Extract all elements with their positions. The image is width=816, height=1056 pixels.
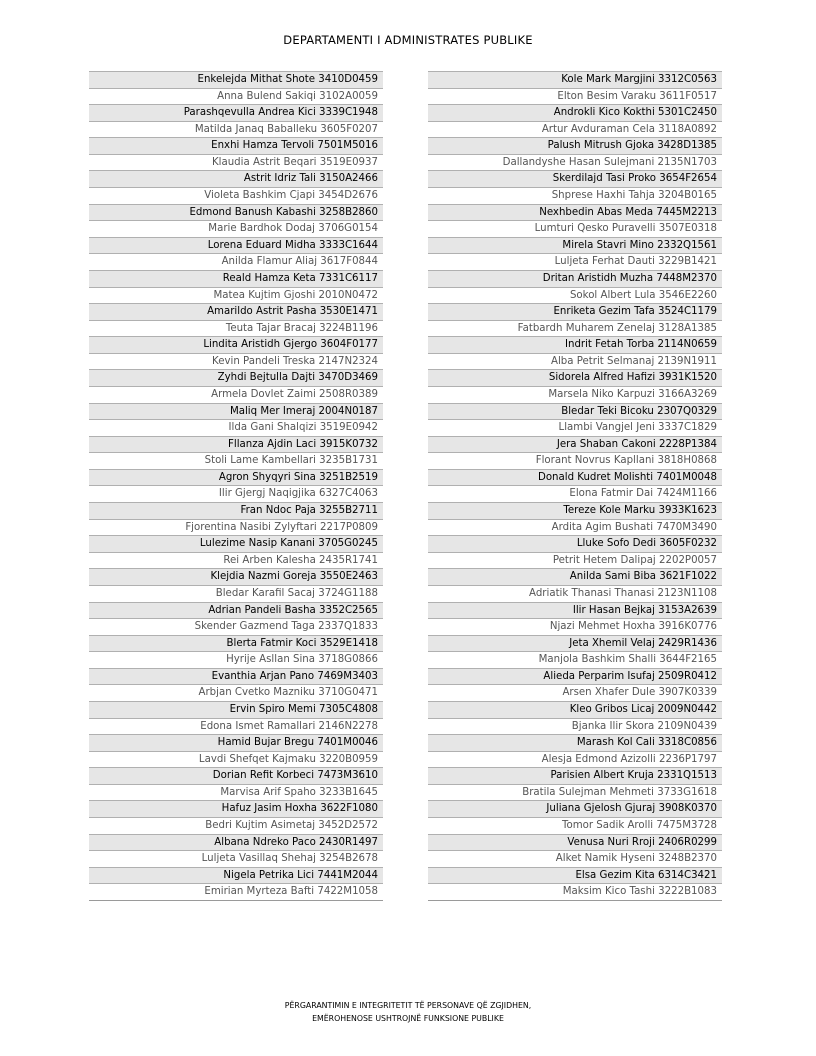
list-item: Androkli Kico Kokthi 5301C2450 (428, 104, 722, 121)
list-item: Bledar Karafil Sacaj 3724G1188 (89, 585, 383, 602)
left-name-list (89, 71, 383, 901)
list-item: Marie Bardhok Dodaj 3706G0154 (89, 220, 383, 237)
list-item: Parashqevulla Andrea Kici 3339C1948 (89, 104, 383, 121)
list-item: Juliana Gjelosh Gjuraj 3908K0370 (428, 800, 722, 817)
list-item: Elton Besim Varaku 3611F0517 (428, 88, 722, 105)
list-item: Ilir Hasan Bejkaj 3153A2639 (428, 602, 722, 619)
list-item: Anna Bulend Sakiqi 3102A0059 (89, 88, 383, 105)
list-item: Kleo Gribos Licaj 2009N0442 (428, 701, 722, 718)
list-item: Alieda Perparim Isufaj 2509R0412 (428, 668, 722, 685)
list-item: Bedri Kujtim Asimetaj 3452D2572 (89, 817, 383, 834)
list-item: Sidorela Alfred Hafizi 3931K1520 (428, 369, 722, 386)
list-item: Kole Mark Margjini 3312C0563 (428, 71, 722, 88)
footer-line-1: PËRGARANTIMIN E INTEGRITETIT TË PERSONAVE QË ZGJIDHEN, (284, 1001, 532, 1010)
list-item: Matea Kujtim Gjoshi 2010N0472 (89, 287, 383, 304)
list-item: Jeta Xhemil Velaj 2429R1436 (428, 635, 722, 652)
list-item: Lavdi Shefqet Kajmaku 3220B0959 (89, 751, 383, 768)
list-item: Adriatik Thanasi Thanasi 2123N1108 (428, 585, 722, 602)
list-item: Blerta Fatmir Koci 3529E1418 (89, 635, 383, 652)
list-item: Fran Ndoc Paja 3255B2711 (89, 502, 383, 519)
list-item: Kevin Pandeli Treska 2147N2324 (89, 353, 383, 370)
list-item: Bledar Teki Bicoku 2307Q0329 (428, 403, 722, 420)
page-title: DEPARTAMENTI I ADMINISTRATES PUBLIKE (283, 33, 533, 47)
list-item: Ervin Spiro Memi 7305C4808 (89, 701, 383, 718)
list-item: Luljeta Ferhat Dauti 3229B1421 (428, 253, 722, 270)
list-item: Edmond Banush Kabashi 3258B2860 (89, 204, 383, 221)
list-item: Klaudia Astrit Beqari 3519E0937 (89, 154, 383, 171)
list-item: Artur Avduraman Cela 3118A0892 (428, 121, 722, 138)
list-item: Enxhi Hamza Tervoli 7501M5016 (89, 137, 383, 154)
list-item: Indrit Fetah Torba 2114N0659 (428, 336, 722, 353)
list-item: Ardita Agim Bushati 7470M3490 (428, 519, 722, 536)
list-item: Fatbardh Muharem Zenelaj 3128A1385 (428, 320, 722, 337)
list-item: Reald Hamza Keta 7331C6117 (89, 270, 383, 287)
list-item: Elsa Gezim Kita 6314C3421 (428, 867, 722, 884)
list-item: Lulezime Nasip Kanani 3705G0245 (89, 535, 383, 552)
list-item: Alesja Edmond Azizolli 2236P1797 (428, 751, 722, 768)
list-item: Astrit Idriz Tali 3150A2466 (89, 170, 383, 187)
list-item: Shprese Haxhi Tahja 3204B0165 (428, 187, 722, 204)
list-item: Stoli Lame Kambellari 3235B1731 (89, 452, 383, 469)
list-item: Sokol Albert Lula 3546E2260 (428, 287, 722, 304)
list-item: Enkelejda Mithat Shote 3410D0459 (89, 71, 383, 88)
list-item: Amarildo Astrit Pasha 3530E1471 (89, 303, 383, 320)
list-item: Nexhbedin Abas Meda 7445M2213 (428, 204, 722, 221)
list-item: Matilda Janaq Baballeku 3605F0207 (89, 121, 383, 138)
list-item: Emirian Myrteza Bafti 7422M1058 (89, 883, 383, 900)
list-item: Manjola Bashkim Shalli 3644F2165 (428, 651, 722, 668)
list-item: Dallandyshe Hasan Sulejmani 2135N1703 (428, 154, 722, 171)
list-item: Venusa Nuri Rroji 2406R0299 (428, 834, 722, 851)
list-item: Hamid Bujar Bregu 7401M0046 (89, 734, 383, 751)
list-item: Enriketa Gezim Tafa 3524C1179 (428, 303, 722, 320)
list-item: Arsen Xhafer Dule 3907K0339 (428, 684, 722, 701)
list-item: Donald Kudret Molishti 7401M0048 (428, 469, 722, 486)
list-item: Arbjan Cvetko Mazniku 3710G0471 (89, 684, 383, 701)
list-item: Llambi Vangjel Jeni 3337C1829 (428, 419, 722, 436)
list-item: Maksim Kico Tashi 3222B1083 (428, 883, 722, 900)
list-item: Jera Shaban Cakoni 2228P1384 (428, 436, 722, 453)
list-item: Skerdilajd Tasi Proko 3654F2654 (428, 170, 722, 187)
list-item: Maliq Mer Imeraj 2004N0187 (89, 403, 383, 420)
list-item: Elona Fatmir Dai 7424M1166 (428, 485, 722, 502)
list-item: Dritan Aristidh Muzha 7448M2370 (428, 270, 722, 287)
list-item: Albana Ndreko Paco 2430R1497 (89, 834, 383, 851)
list-item: Dorian Refit Korbeci 7473M3610 (89, 767, 383, 784)
list-item: Bjanka Ilir Skora 2109N0439 (428, 718, 722, 735)
list-item: Anilda Flamur Aliaj 3617F0844 (89, 253, 383, 270)
list-item: Zyhdi Bejtulla Dajti 3470D3469 (89, 369, 383, 386)
list-item: Luljeta Vasillaq Shehaj 3254B2678 (89, 850, 383, 867)
footer-line-2: EMËROHENOSE USHTROJNË FUNKSIONE PUBLIKE (312, 1014, 504, 1023)
list-item: Palush Mitrush Gjoka 3428D1385 (428, 137, 722, 154)
list-item: Alba Petrit Selmanaj 2139N1911 (428, 353, 722, 370)
list-item: Rei Arben Kalesha 2435R1741 (89, 552, 383, 569)
page-footer (0, 999, 816, 1025)
list-item: Klejdia Nazmi Goreja 3550E2463 (89, 568, 383, 585)
list-item: Fllanza Ajdin Laci 3915K0732 (89, 436, 383, 453)
list-item: Marsela Niko Karpuzi 3166A3269 (428, 386, 722, 403)
list-item: Lumturi Qesko Puravelli 3507E0318 (428, 220, 722, 237)
list-item: Skender Gazmend Taga 2337Q1833 (89, 618, 383, 635)
list-item: Armela Dovlet Zaimi 2508R0389 (89, 386, 383, 403)
list-item: Anilda Sami Biba 3621F1022 (428, 568, 722, 585)
list-item: Hafuz Jasim Hoxha 3622F1080 (89, 800, 383, 817)
list-item: Marvisa Arif Spaho 3233B1645 (89, 784, 383, 801)
list-item: Ilir Gjergj Naqigjika 6327C4063 (89, 485, 383, 502)
list-item: Mirela Stavri Mino 2332Q1561 (428, 237, 722, 254)
list-item: Njazi Mehmet Hoxha 3916K0776 (428, 618, 722, 635)
list-item: Lluke Sofo Dedi 3605F0232 (428, 535, 722, 552)
list-item: Hyrije Asllan Sina 3718G0866 (89, 651, 383, 668)
list-item: Ilda Gani Shalqizi 3519E0942 (89, 419, 383, 436)
list-item: Nigela Petrika Lici 7441M2044 (89, 867, 383, 884)
list-item: Lindita Aristidh Gjergo 3604F0177 (89, 336, 383, 353)
list-item: Edona Ismet Ramallari 2146N2278 (89, 718, 383, 735)
list-item: Fjorentina Nasibi Zylyftari 2217P0809 (89, 519, 383, 536)
list-item: Violeta Bashkim Cjapi 3454D2676 (89, 187, 383, 204)
list-item: Alket Namik Hyseni 3248B2370 (428, 850, 722, 867)
list-item: Florant Novrus Kapllani 3818H0868 (428, 452, 722, 469)
list-item: Marash Kol Cali 3318C0856 (428, 734, 722, 751)
list-item: Adrian Pandeli Basha 3352C2565 (89, 602, 383, 619)
list-item: Teuta Tajar Bracaj 3224B1196 (89, 320, 383, 337)
list-item: Bratila Sulejman Mehmeti 3733G1618 (428, 784, 722, 801)
list-item: Agron Shyqyri Sina 3251B2519 (89, 469, 383, 486)
list-item: Evanthia Arjan Pano 7469M3403 (89, 668, 383, 685)
list-item: Parisien Albert Kruja 2331Q1513 (428, 767, 722, 784)
list-item: Lorena Eduard Midha 3333C1644 (89, 237, 383, 254)
list-item: Petrit Hetem Dalipaj 2202P0057 (428, 552, 722, 569)
list-item: Tomor Sadik Arolli 7475M3728 (428, 817, 722, 834)
right-name-list (428, 71, 722, 901)
list-item: Tereze Kole Marku 3933K1623 (428, 502, 722, 519)
